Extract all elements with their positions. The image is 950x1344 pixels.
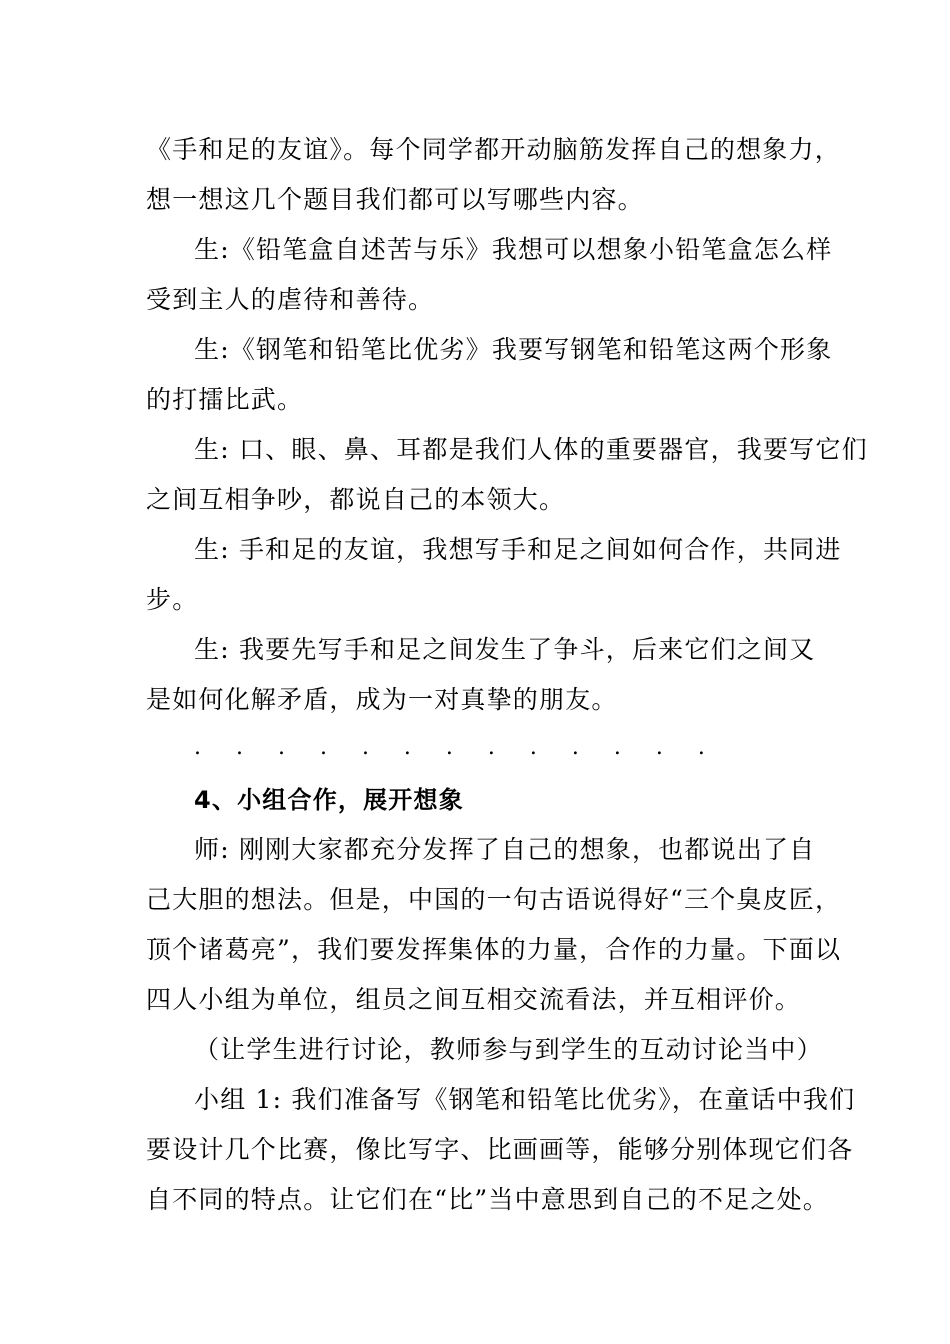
text-line-18: 四人小组为单位，组员之间互相交流看法，并互相评价。 — [146, 985, 802, 1014]
group-answer-1: 小组 1: 我们准备写《钢笔和铅笔比优劣》，在童话中我们 — [194, 1085, 856, 1114]
teacher-speech: 师: 刚刚大家都充分发挥了自己的想象，也都说出了自 — [194, 835, 816, 864]
student-answer-2: 生:《钢笔和铅笔比优劣》我要写钢笔和铅笔这两个形象 — [194, 335, 833, 364]
text-line-2: 想一想这几个题目我们都可以写哪些内容。 — [146, 185, 644, 214]
student-answer-4: 生: 手和足的友谊，我想写手和足之间如何合作，共同进 — [194, 535, 842, 564]
text-line-8: 之间互相争吵，都说自己的本领大。 — [146, 485, 566, 514]
text-line-17: 顶个诸葛亮”，我们要发挥集体的力量，合作的力量。下面以 — [146, 935, 842, 964]
student-answer-3: 生: 口、眼、鼻、耳都是我们人体的重要器官，我要写它们 — [194, 435, 868, 464]
text-line-21: 要设计几个比赛，像比写字、比画画等，能够分别体现它们各 — [146, 1135, 854, 1164]
text-line-10: 步。 — [146, 585, 199, 614]
text-line-6: 的打擂比武。 — [146, 385, 304, 414]
section-heading: 4、小组合作，展开想象 — [194, 786, 464, 814]
student-answer-5: 生: 我要先写手和足之间发生了争斗，后来它们之间又 — [194, 635, 816, 664]
text-line-16: 己大胆的想法。但是，中国的一句古语说得好“三个臭皮匠， — [146, 885, 842, 914]
student-answer-1: 生:《铅笔盒自述苦与乐》我想可以想象小铅笔盒怎么样 — [194, 235, 833, 264]
text-line-22: 自不同的特点。让它们在“比”当中意思到自己的不足之处。 — [146, 1185, 829, 1214]
stage-direction: （让学生进行讨论，教师参与到学生的互动讨论当中） — [194, 1035, 823, 1064]
ellipsis-dots: . . . . . . . . . . . . . — [194, 735, 719, 760]
text-line-1: 《手和足的友谊》。每个同学都开动脑筋发挥自己的想象力， — [146, 135, 841, 164]
text-line-12: 是如何化解矛盾，成为一对真挚的朋友。 — [146, 685, 618, 714]
text-line-4: 受到主人的虐待和善待。 — [146, 285, 435, 314]
